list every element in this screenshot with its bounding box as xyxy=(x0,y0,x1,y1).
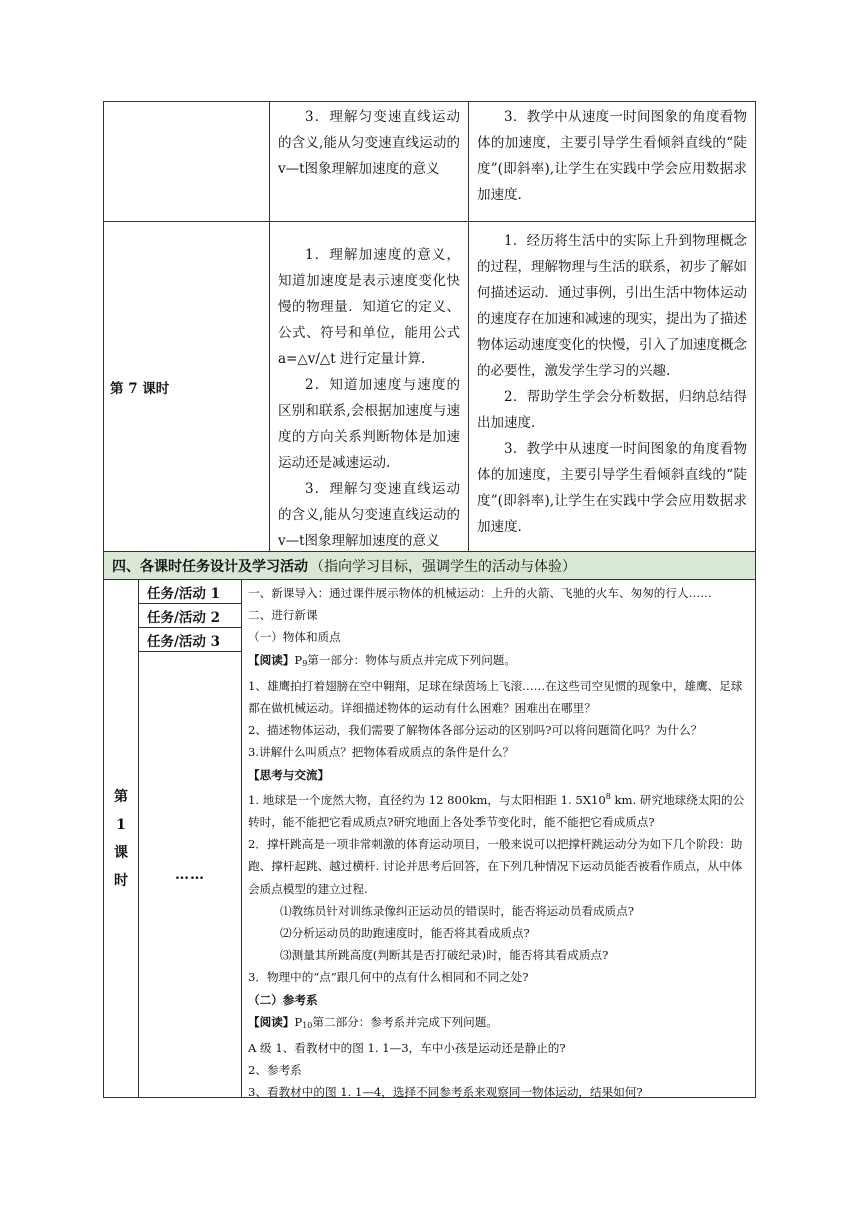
content-line: 3．物理中的“点”跟几何中的点有什么相同和不同之处? xyxy=(248,970,529,985)
strategy-text: 3．教学中从速度一时间图象的角度看物体的加速度，主要引导学生看倾斜直线的“陡度”(即斜率),让学生在实践中学会应用数据求加速度. xyxy=(477,441,747,535)
task-more: …… xyxy=(175,866,205,883)
section-header xyxy=(104,552,755,580)
objective-cell xyxy=(270,222,469,551)
table-row xyxy=(104,222,755,552)
task-item: 任务/活动 1 xyxy=(139,580,241,604)
task-item: 任务/活动 3 xyxy=(139,628,241,652)
lesson-label: 第 7 课时 xyxy=(104,222,270,551)
content-line: 1、雄鹰拍打着翅膀在空中翱翔，足球在绿茵场上飞滚……在这些司空见惯的现象中，雄鹰、足球都在做机械运动。详细描述物体的运动有什么困难？困难出在哪里？ xyxy=(248,678,743,716)
objective-text: 3．理解匀变速直线运动的含义,能从匀变速直线运动的v—t图象理解加速度的意义 xyxy=(278,481,460,549)
lesson-cell xyxy=(104,102,270,221)
strategy-cell xyxy=(469,222,755,551)
content-line: ⑶测量其所跳高度(判断其是否打破纪录)时，能否将其看成质点? xyxy=(280,948,609,963)
content-line: 2、参考系 xyxy=(248,1063,302,1078)
strategy-text: 2．帮助学生学会分析数据，归纳总结得出加速度. xyxy=(477,389,747,431)
lesson-cell xyxy=(104,580,139,1097)
content-line: 2、描述物体运动，我们需要了解物体各部分运动的区别吗?可以将问题简化吗？为什么？ xyxy=(248,723,703,738)
content-line: 【思考与交流】 xyxy=(248,767,330,782)
objective-text: 1．理解加速度的意义，知道加速度是表示速度变化快慢的物理量．知道它的定义、公式、符号和单位，能用公式 a=△v/△t 进行定量计算. xyxy=(278,247,460,367)
table-row xyxy=(104,102,755,222)
lesson-label: 第1课时 xyxy=(114,788,128,889)
task-column xyxy=(139,580,242,1097)
content-line: ⑵分析运动员的助跑速度时，能否将其看成质点? xyxy=(280,926,530,941)
objective-text: 3．理解匀变速直线运动的含义,能从匀变速直线运动的v—t图象理解加速度的意义 xyxy=(278,109,460,177)
content-line: 一、新课导入：通过课件展示物体的机械运动：上升的火箭、飞驰的火车、匆匆的行人…… xyxy=(248,586,712,600)
section-title: 四、各课时任务设计及学习活动 xyxy=(112,558,308,575)
strategy-text: 3．教学中从速度一时间图象的角度看物体的加速度，主要引导学生看倾斜直线的“陡度”(即斜率),让学生在实践中学会应用数据求加速度. xyxy=(477,109,747,203)
content-line: （二）参考系 xyxy=(248,992,318,1007)
section-note: （指向学习目标，强调学生的活动与体验） xyxy=(310,558,576,575)
content-line: ⑴教练员针对训练录像纠正运动员的错误时，能否将运动员看成质点? xyxy=(280,903,635,918)
content-line: （一）物体和质点 xyxy=(248,630,341,645)
activity-content xyxy=(242,580,755,1100)
objective-cell xyxy=(270,102,469,221)
lesson-plan-table xyxy=(103,101,756,1098)
content-line: 3.讲解什么叫质点？把物体看成质点的条件是什么？ xyxy=(248,745,515,760)
content-line: A 级 1、看教材中的图 1. 1—3，车中小孩是运动还是静止的? xyxy=(248,1041,566,1056)
strategy-cell xyxy=(469,102,755,221)
content-line: 【阅读】$P_9$第一部分：物体与质点并完成下列问题。 xyxy=(248,652,516,668)
strategy-text: 1．经历将生活中的实际上升到物理概念的过程，理解物理与生活的联系，初步了解如何描述运动．通过事例，引出生活中物体运动的速度存在加速和减速的现实，提出为了描述物体运动速度变化的快慢，引入了加速度概念的必要性，激发学生学习的兴趣. xyxy=(477,233,747,379)
task-item: 任务/活动 2 xyxy=(139,604,241,628)
content-line: 3、看教材中的图 1. 1—4，选择不同参考系来观察同一物体运动，结果如何? xyxy=(248,1085,643,1100)
content-line: 2．撑杆跳高是一项非常刺激的体育运动项目，一般来说可以把撑杆跳运动分为如下几个阶段：助跑、撑杆起跳、越过横杆. 讨论并思考后回答，在下列几种情况下运动员能否被看作质点，从中体会质点模型的建立过程. xyxy=(248,837,743,896)
table-row xyxy=(104,580,755,1100)
objective-text: 2．知道加速度与速度的区别和联系,会根据加速度与速度的方向关系判断物体是加速运动还是减速运动. xyxy=(278,377,460,471)
content-line: 二、进行新课 xyxy=(248,608,318,623)
content-line: 【阅读】$P_{10}$第二部分：参考系并完成下列问题。 xyxy=(248,1014,498,1030)
content-line: 1. 地球是一个庞然大物，直径约为 12 800km，与太阳相距 1. $5X10^8$ km. 研究地球绕太阳的公转时，能不能把它看成质点?研究地面上各处季节变化时，能不能把它看成质点? xyxy=(248,791,745,830)
